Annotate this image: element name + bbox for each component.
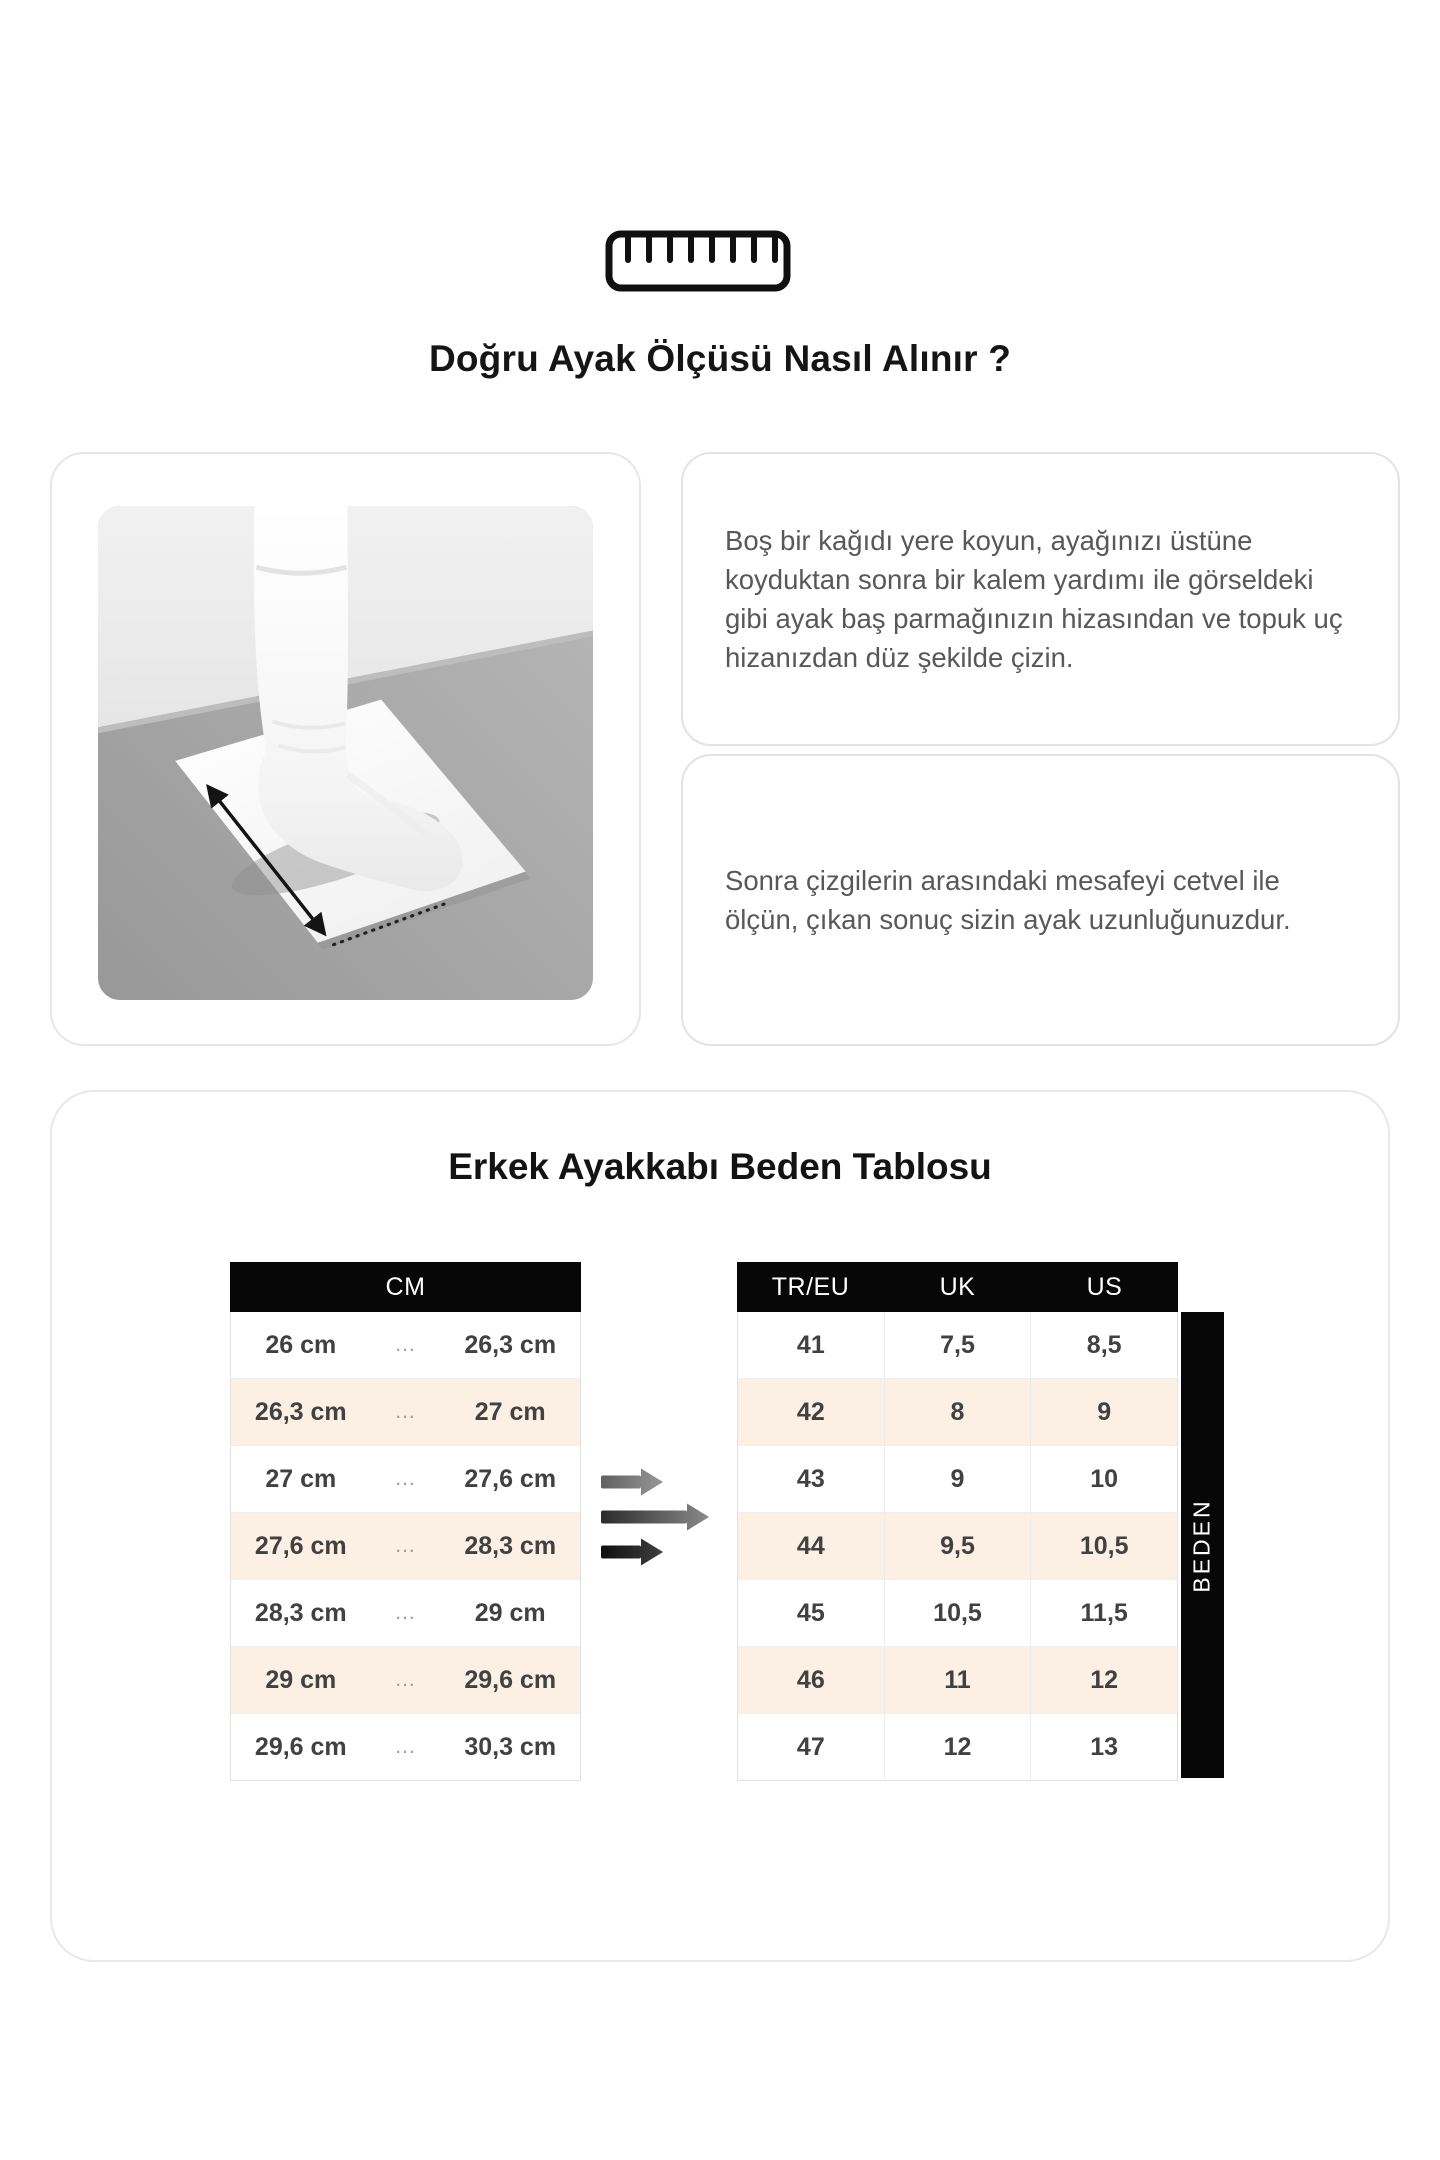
size-us-value: 8,5 <box>1030 1312 1177 1378</box>
size-treu-value: 45 <box>796 1598 825 1627</box>
cm-table <box>230 1262 581 1781</box>
cm-min-value: 26 cm <box>265 1330 337 1359</box>
instruction-step-2 <box>681 754 1400 1046</box>
size-table-row <box>738 1646 1177 1713</box>
size-treu-value: 42 <box>796 1397 825 1426</box>
cm-max-value: 29 cm <box>474 1598 546 1627</box>
cm-table-row <box>231 1579 580 1646</box>
size-table-header-treu: TR/EU <box>771 1272 850 1301</box>
size-table-row <box>738 1445 1177 1512</box>
cm-table-row <box>231 1646 580 1713</box>
size-us-value: 11,5 <box>1030 1580 1177 1646</box>
size-treu-value: 44 <box>796 1531 825 1560</box>
foot-measurement-photo <box>98 506 593 1000</box>
size-chart-title: Erkek Ayakkabı Beden Tablosu <box>448 1146 992 1187</box>
cm-range-dots: ... <box>395 1668 416 1691</box>
size-us-value: 10 <box>1030 1446 1177 1512</box>
size-table-row <box>738 1512 1177 1579</box>
cm-range-dots: ... <box>395 1601 416 1624</box>
cm-min-value: 27 cm <box>265 1464 337 1493</box>
size-us-value: 13 <box>1030 1714 1177 1780</box>
cm-table-row <box>231 1512 580 1579</box>
cm-range-dots: ... <box>395 1333 416 1356</box>
size-uk-value: 12 <box>884 1714 1031 1780</box>
size-uk-value: 8 <box>884 1379 1031 1445</box>
instruction-step-2-text: Sonra çizgilerin arasındaki mesafeyi cetvel ile ölçün, çıkan sonuç sizin ayak uzunluğunuzdur. <box>725 865 1291 935</box>
cm-table-body <box>230 1312 581 1781</box>
size-table-row <box>738 1312 1177 1378</box>
cm-min-value: 26,3 cm <box>254 1397 347 1426</box>
size-uk-value: 11 <box>884 1647 1031 1713</box>
size-axis-label <box>1181 1312 1224 1778</box>
cm-min-value: 28,3 cm <box>254 1598 347 1627</box>
cm-range-dots: ... <box>395 1735 416 1758</box>
size-table-row <box>738 1378 1177 1445</box>
size-us-value: 9 <box>1030 1379 1177 1445</box>
size-table-row <box>738 1579 1177 1646</box>
size-table-body <box>737 1312 1178 1781</box>
instruction-step-1 <box>681 452 1400 746</box>
measurement-photo-card <box>50 452 641 1046</box>
size-treu-value: 46 <box>796 1665 825 1694</box>
size-table <box>737 1262 1178 1781</box>
cm-table-row <box>231 1378 580 1445</box>
size-axis-label-text: BEDEN <box>1189 1497 1215 1593</box>
size-table-header-us: US <box>1086 1272 1123 1301</box>
size-us-value: 10,5 <box>1030 1513 1177 1579</box>
cm-max-value: 28,3 cm <box>464 1531 557 1560</box>
size-treu-value: 41 <box>796 1330 825 1359</box>
size-uk-value: 7,5 <box>884 1312 1031 1378</box>
size-uk-value: 9,5 <box>884 1513 1031 1579</box>
size-uk-value: 10,5 <box>884 1580 1031 1646</box>
ruler-icon <box>605 230 791 292</box>
cm-max-value: 30,3 cm <box>464 1732 557 1761</box>
size-us-value: 12 <box>1030 1647 1177 1713</box>
size-table-header-uk: UK <box>939 1272 976 1301</box>
cm-table-row <box>231 1312 580 1378</box>
cm-min-value: 27,6 cm <box>254 1531 347 1560</box>
cm-min-value: 29,6 cm <box>254 1732 347 1761</box>
size-conversion-arrows-icon <box>601 1462 713 1574</box>
cm-table-row <box>231 1445 580 1512</box>
size-uk-value: 9 <box>884 1446 1031 1512</box>
size-table-row <box>738 1713 1177 1780</box>
size-treu-value: 47 <box>796 1732 825 1761</box>
cm-max-value: 27 cm <box>474 1397 546 1426</box>
cm-range-dots: ... <box>395 1467 416 1490</box>
cm-range-dots: ... <box>395 1534 416 1557</box>
cm-min-value: 29 cm <box>265 1665 337 1694</box>
cm-max-value: 27,6 cm <box>464 1464 557 1493</box>
instruction-step-1-text: Boş bir kağıdı yere koyun, ayağınızı üstüne koyduktan sonra bir kalem yardımı ile görseldeki gibi ayak baş parmağınızın hizasından ve topuk uç hizanızdan düz şekilde çizin. <box>725 525 1343 673</box>
cm-max-value: 29,6 cm <box>464 1665 557 1694</box>
cm-range-dots: ... <box>395 1400 416 1423</box>
size-treu-value: 43 <box>796 1464 825 1493</box>
cm-table-header: CM <box>230 1262 581 1312</box>
page-title: Doğru Ayak Ölçüsü Nasıl Alınır ? <box>428 338 1012 379</box>
cm-table-row <box>231 1713 580 1780</box>
size-table-header <box>737 1262 1178 1312</box>
cm-max-value: 26,3 cm <box>464 1330 557 1359</box>
